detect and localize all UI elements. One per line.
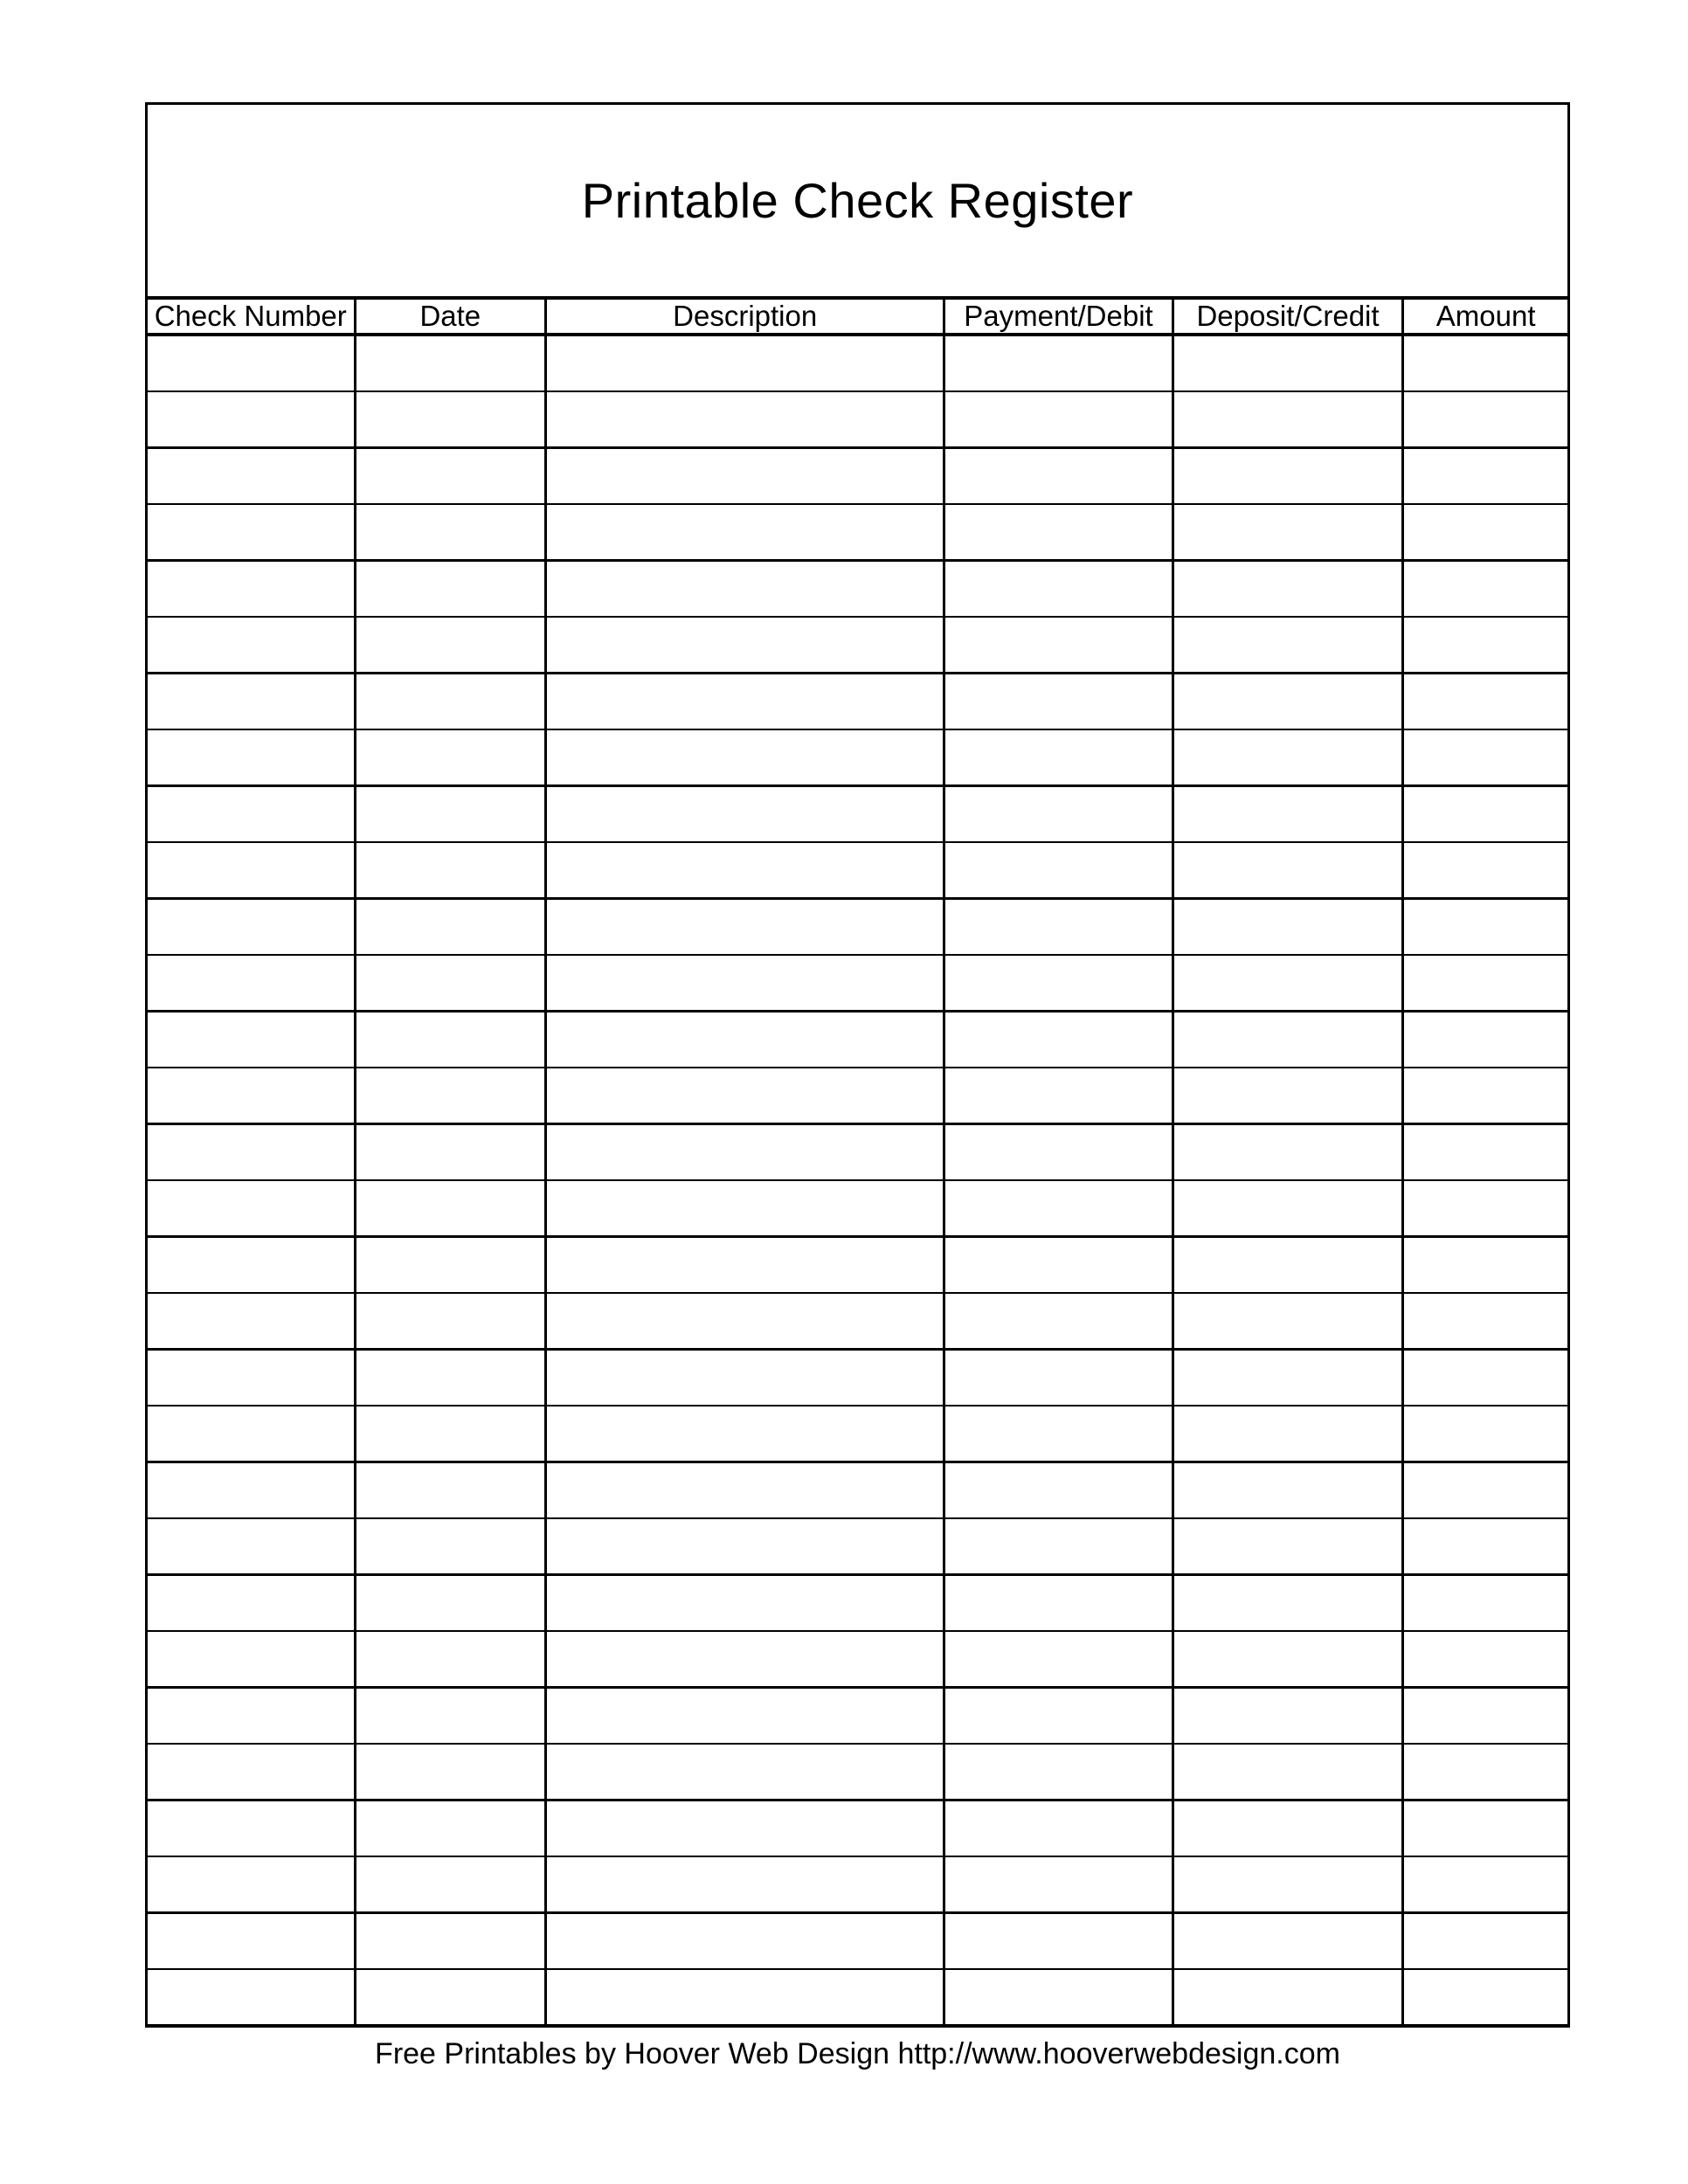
table-cell bbox=[355, 1237, 546, 1294]
table-row bbox=[147, 1688, 1569, 1745]
table-cell bbox=[546, 1180, 944, 1237]
table-cell bbox=[1403, 1913, 1569, 1970]
table-cell bbox=[355, 561, 546, 618]
table-row bbox=[147, 335, 1569, 391]
table-cell bbox=[1403, 1744, 1569, 1800]
table-cell bbox=[355, 899, 546, 956]
table-cell bbox=[944, 335, 1173, 391]
table-row bbox=[147, 899, 1569, 956]
table-cell bbox=[1403, 1518, 1569, 1575]
table-cell bbox=[147, 1800, 356, 1857]
table-cell bbox=[546, 335, 944, 391]
table-cell bbox=[1403, 1688, 1569, 1745]
table-cell bbox=[355, 1688, 546, 1745]
table-cell bbox=[944, 1575, 1173, 1632]
table-cell bbox=[147, 1237, 356, 1294]
table-row bbox=[147, 1462, 1569, 1519]
table-cell bbox=[944, 1518, 1173, 1575]
table-cell bbox=[355, 842, 546, 899]
table-cell bbox=[1403, 1969, 1569, 2026]
table-cell bbox=[147, 1406, 356, 1462]
table-cell bbox=[147, 1068, 356, 1124]
table-cell bbox=[1173, 1012, 1403, 1068]
table-cell bbox=[1173, 842, 1403, 899]
table-cell bbox=[546, 1575, 944, 1632]
table-row bbox=[147, 729, 1569, 786]
table-cell bbox=[1403, 391, 1569, 448]
table-cell bbox=[147, 674, 356, 730]
table-row bbox=[147, 448, 1569, 505]
table-cell bbox=[1403, 729, 1569, 786]
table-cell bbox=[1403, 1293, 1569, 1350]
table-cell bbox=[1173, 1518, 1403, 1575]
table-cell bbox=[1173, 1068, 1403, 1124]
table-cell bbox=[147, 1180, 356, 1237]
column-header-amount: Amount bbox=[1403, 298, 1569, 335]
table-cell bbox=[1173, 1237, 1403, 1294]
table-cell bbox=[546, 899, 944, 956]
table-cell bbox=[355, 1406, 546, 1462]
table-cell bbox=[355, 391, 546, 448]
table-row bbox=[147, 1406, 1569, 1462]
check-register-table bbox=[145, 296, 1570, 2028]
table-cell bbox=[546, 504, 944, 561]
table-cell bbox=[147, 1575, 356, 1632]
table-cell bbox=[355, 1631, 546, 1688]
table-cell bbox=[147, 448, 356, 505]
table-cell bbox=[147, 729, 356, 786]
table-cell bbox=[1173, 448, 1403, 505]
table-cell bbox=[1173, 1744, 1403, 1800]
table-cell bbox=[355, 1462, 546, 1519]
table-cell bbox=[1403, 617, 1569, 674]
table-row bbox=[147, 1913, 1569, 1970]
table-cell bbox=[1403, 1124, 1569, 1181]
table-cell bbox=[546, 1068, 944, 1124]
table-cell bbox=[147, 391, 356, 448]
table-cell bbox=[546, 1012, 944, 1068]
table-cell bbox=[1403, 504, 1569, 561]
table-cell bbox=[147, 1350, 356, 1406]
table-cell bbox=[944, 899, 1173, 956]
footer-text: Free Printables by Hoover Web Design http://www.hooverwebdesign.com bbox=[375, 2037, 1340, 2070]
table-cell bbox=[355, 955, 546, 1012]
table-cell bbox=[1173, 1293, 1403, 1350]
table-cell bbox=[1403, 1068, 1569, 1124]
table-cell bbox=[1173, 729, 1403, 786]
table-cell bbox=[546, 1744, 944, 1800]
table-row bbox=[147, 617, 1569, 674]
table-row bbox=[147, 504, 1569, 561]
table-cell bbox=[147, 1688, 356, 1745]
table-row bbox=[147, 1744, 1569, 1800]
table-cell bbox=[355, 448, 546, 505]
table-cell bbox=[546, 1913, 944, 1970]
table-cell bbox=[355, 1800, 546, 1857]
table-row bbox=[147, 674, 1569, 730]
table-cell bbox=[1173, 561, 1403, 618]
table-cell bbox=[944, 617, 1173, 674]
table-cell bbox=[1173, 786, 1403, 843]
table-cell bbox=[1173, 674, 1403, 730]
table-cell bbox=[147, 955, 356, 1012]
column-header-description: Description bbox=[546, 298, 944, 335]
table-cell bbox=[944, 1180, 1173, 1237]
table-cell bbox=[546, 1350, 944, 1406]
table-cell bbox=[355, 335, 546, 391]
table-cell bbox=[1403, 448, 1569, 505]
table-cell bbox=[147, 899, 356, 956]
table-cell bbox=[147, 1969, 356, 2026]
table-cell bbox=[944, 1744, 1173, 1800]
table-cell bbox=[355, 617, 546, 674]
table-row bbox=[147, 955, 1569, 1012]
table-cell bbox=[1403, 842, 1569, 899]
table-cell bbox=[546, 1688, 944, 1745]
table-cell bbox=[355, 1180, 546, 1237]
table-cell bbox=[147, 1462, 356, 1519]
table-cell bbox=[1403, 786, 1569, 843]
table-cell bbox=[355, 1575, 546, 1632]
table-cell bbox=[355, 1012, 546, 1068]
table-cell bbox=[1173, 1856, 1403, 1913]
table-cell bbox=[355, 1350, 546, 1406]
table-cell bbox=[944, 1688, 1173, 1745]
table-cell bbox=[1173, 335, 1403, 391]
table-cell bbox=[147, 617, 356, 674]
table-row bbox=[147, 1631, 1569, 1688]
table-cell bbox=[1403, 335, 1569, 391]
table-cell bbox=[944, 448, 1173, 505]
table-cell bbox=[546, 1406, 944, 1462]
table-cell bbox=[546, 1518, 944, 1575]
table-cell bbox=[355, 1856, 546, 1913]
table-cell bbox=[546, 674, 944, 730]
table-cell bbox=[355, 1518, 546, 1575]
table-cell bbox=[355, 786, 546, 843]
table-cell bbox=[1173, 1969, 1403, 2026]
table-cell bbox=[546, 1856, 944, 1913]
table-cell bbox=[944, 1406, 1173, 1462]
table-body bbox=[147, 335, 1569, 2026]
table-cell bbox=[1403, 1631, 1569, 1688]
table-row bbox=[147, 1800, 1569, 1857]
table-cell bbox=[1403, 955, 1569, 1012]
table-cell bbox=[944, 1350, 1173, 1406]
table-cell bbox=[147, 1518, 356, 1575]
table-cell bbox=[1173, 1913, 1403, 1970]
table-cell bbox=[355, 729, 546, 786]
table-cell bbox=[944, 729, 1173, 786]
table-cell bbox=[944, 955, 1173, 1012]
table-cell bbox=[546, 842, 944, 899]
table-cell bbox=[1173, 1350, 1403, 1406]
page-title: Printable Check Register bbox=[581, 173, 1134, 228]
table-row bbox=[147, 1518, 1569, 1575]
table-cell bbox=[1403, 1180, 1569, 1237]
table-cell bbox=[944, 1068, 1173, 1124]
table-cell bbox=[1403, 674, 1569, 730]
table-cell bbox=[147, 1856, 356, 1913]
table-row bbox=[147, 1068, 1569, 1124]
table-cell bbox=[147, 504, 356, 561]
table-cell bbox=[355, 674, 546, 730]
table-cell bbox=[147, 1744, 356, 1800]
table-cell bbox=[1403, 1237, 1569, 1294]
table-row bbox=[147, 1012, 1569, 1068]
table-cell bbox=[147, 561, 356, 618]
table-cell bbox=[546, 1969, 944, 2026]
table-row bbox=[147, 1124, 1569, 1181]
table-cell bbox=[147, 786, 356, 843]
table-cell bbox=[944, 674, 1173, 730]
table-cell bbox=[546, 1462, 944, 1519]
table-cell bbox=[1173, 1180, 1403, 1237]
table-row bbox=[147, 1293, 1569, 1350]
table-cell bbox=[546, 1631, 944, 1688]
table-cell bbox=[1173, 1800, 1403, 1857]
column-header-deposit-credit: Deposit/Credit bbox=[1173, 298, 1403, 335]
table-cell bbox=[1403, 561, 1569, 618]
table-cell bbox=[546, 955, 944, 1012]
table-header bbox=[147, 298, 1569, 335]
table-cell bbox=[1173, 1688, 1403, 1745]
table-cell bbox=[1403, 1575, 1569, 1632]
table-cell bbox=[944, 1913, 1173, 1970]
column-header-payment-debit: Payment/Debit bbox=[944, 298, 1173, 335]
table-cell bbox=[546, 729, 944, 786]
table-cell bbox=[147, 842, 356, 899]
table-cell bbox=[546, 786, 944, 843]
table-cell bbox=[546, 1800, 944, 1857]
table-cell bbox=[1173, 1575, 1403, 1632]
table-cell bbox=[944, 786, 1173, 843]
table-row bbox=[147, 561, 1569, 618]
table-cell bbox=[1403, 1350, 1569, 1406]
table-cell bbox=[355, 1124, 546, 1181]
table-cell bbox=[546, 617, 944, 674]
table-cell bbox=[1173, 1406, 1403, 1462]
table-cell bbox=[944, 1237, 1173, 1294]
table-cell bbox=[944, 1800, 1173, 1857]
table-cell bbox=[1173, 955, 1403, 1012]
table-row bbox=[147, 1575, 1569, 1632]
table-cell bbox=[147, 1631, 356, 1688]
table-cell bbox=[944, 1969, 1173, 2026]
table-cell bbox=[147, 1913, 356, 1970]
table-cell bbox=[944, 842, 1173, 899]
table-cell bbox=[944, 1631, 1173, 1688]
table-cell bbox=[546, 448, 944, 505]
table-cell bbox=[944, 1856, 1173, 1913]
table-cell bbox=[1403, 1462, 1569, 1519]
table-cell bbox=[1403, 1406, 1569, 1462]
table-cell bbox=[1173, 1462, 1403, 1519]
table-cell bbox=[147, 1012, 356, 1068]
table-cell bbox=[1173, 1631, 1403, 1688]
table-cell bbox=[944, 1462, 1173, 1519]
table-cell bbox=[1403, 1856, 1569, 1913]
table-row bbox=[147, 1237, 1569, 1294]
table-cell bbox=[944, 1124, 1173, 1181]
table-row bbox=[147, 1856, 1569, 1913]
table-row bbox=[147, 842, 1569, 899]
table-row bbox=[147, 1180, 1569, 1237]
table-cell bbox=[546, 1293, 944, 1350]
table-cell bbox=[1173, 899, 1403, 956]
table-cell bbox=[1173, 1124, 1403, 1181]
table-cell bbox=[944, 1012, 1173, 1068]
column-header-date: Date bbox=[355, 298, 546, 335]
table-cell bbox=[944, 1293, 1173, 1350]
table-row bbox=[147, 1350, 1569, 1406]
table-cell bbox=[147, 335, 356, 391]
title-box bbox=[145, 102, 1570, 296]
table-row bbox=[147, 786, 1569, 843]
table-row bbox=[147, 1969, 1569, 2026]
table-cell bbox=[944, 561, 1173, 618]
table-cell bbox=[355, 504, 546, 561]
table-cell bbox=[546, 561, 944, 618]
table-cell bbox=[546, 1237, 944, 1294]
table-cell bbox=[1403, 1012, 1569, 1068]
table-cell bbox=[944, 391, 1173, 448]
table-cell bbox=[1173, 617, 1403, 674]
table-cell bbox=[1173, 391, 1403, 448]
table-cell bbox=[355, 1068, 546, 1124]
table-cell bbox=[355, 1744, 546, 1800]
table-cell bbox=[1173, 504, 1403, 561]
table-cell bbox=[147, 1124, 356, 1181]
table-cell bbox=[355, 1913, 546, 1970]
column-header-check-number: Check Number bbox=[147, 298, 356, 335]
table-cell bbox=[147, 1293, 356, 1350]
table-cell bbox=[355, 1293, 546, 1350]
table-row bbox=[147, 391, 1569, 448]
header-row bbox=[147, 298, 1569, 335]
table-cell bbox=[944, 504, 1173, 561]
table-cell bbox=[1403, 899, 1569, 956]
table-cell bbox=[546, 391, 944, 448]
table-cell bbox=[1403, 1800, 1569, 1857]
table-cell bbox=[546, 1124, 944, 1181]
table-cell bbox=[355, 1969, 546, 2026]
